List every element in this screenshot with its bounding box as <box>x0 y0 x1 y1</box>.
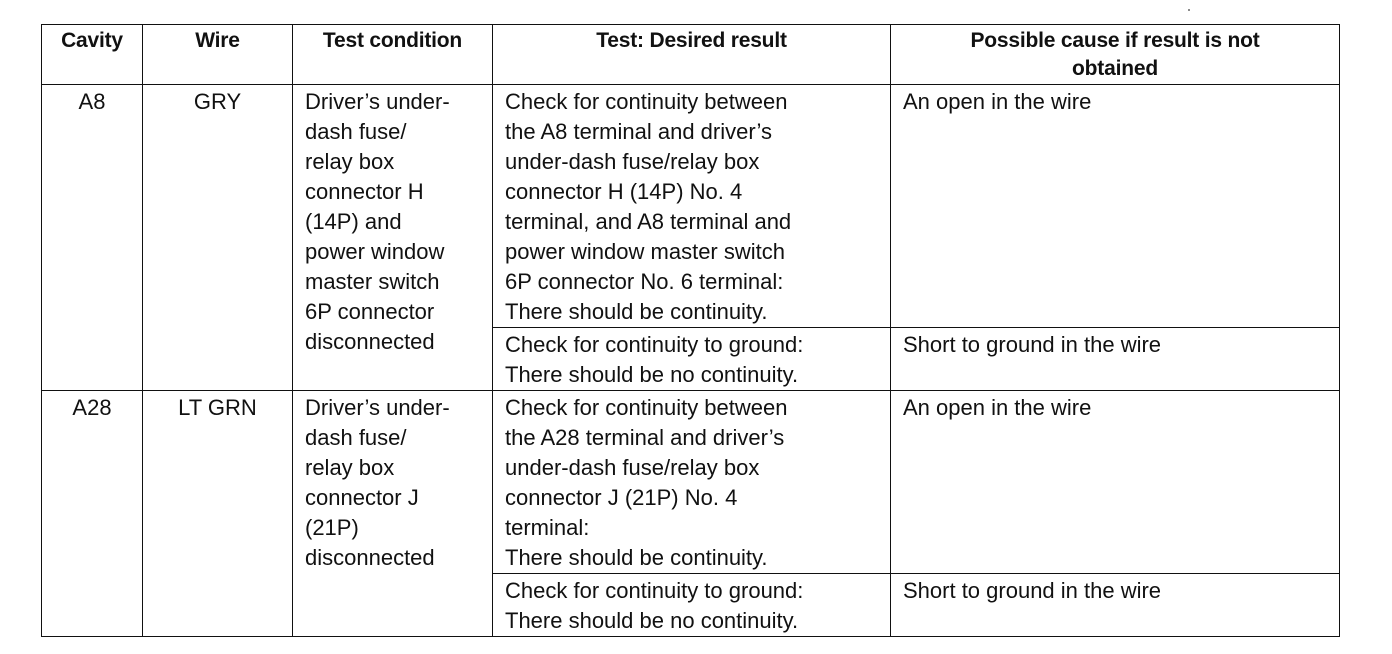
desired-result-line: 6P connector No. 6 terminal: <box>505 269 784 294</box>
wire-color-cell: LT GRN <box>143 391 293 637</box>
wire-test-table <box>41 24 1340 637</box>
test-condition-line: Driver’s under- <box>305 89 450 114</box>
header-test-desired-result: Test: Desired result <box>493 25 891 85</box>
test-condition-line: master switch <box>305 269 440 294</box>
test-condition-line: disconnected <box>305 545 435 570</box>
desired-result-line: terminal: <box>505 515 590 540</box>
desired-result-line: connector J (21P) No. 4 <box>505 485 738 510</box>
desired-result-line: power window master switch <box>505 239 785 264</box>
test-condition-cell <box>293 391 493 637</box>
header-cavity: Cavity <box>42 25 143 85</box>
cavity-cell: A8 <box>42 85 143 391</box>
test-condition-line: power window <box>305 239 445 264</box>
test-condition-line: connector J <box>305 485 419 510</box>
desired-result-line: There should be continuity. <box>505 545 768 570</box>
desired-result-line: There should be no continuity. <box>505 362 799 387</box>
desired-result-cell <box>493 391 891 574</box>
desired-result-line: connector H (14P) No. 4 <box>505 179 743 204</box>
desired-result-line: under-dash fuse/relay box <box>505 149 760 174</box>
header-possible-cause-line: Possible cause if result is not <box>970 29 1260 52</box>
test-condition-line: (14P) and <box>305 209 402 234</box>
desired-result-cell <box>493 85 891 328</box>
test-condition-line: relay box <box>305 455 395 480</box>
desired-result-cell <box>493 574 891 637</box>
header-row <box>42 25 1340 85</box>
test-condition-line: relay box <box>305 149 395 174</box>
possible-cause-cell: Short to ground in the wire <box>891 328 1340 391</box>
possible-cause-cell: An open in the wire <box>891 391 1340 574</box>
test-condition-line: (21P) <box>305 515 359 540</box>
desired-result-line: the A8 terminal and driver’s <box>505 119 772 144</box>
desired-result-line: Check for continuity to ground: <box>505 332 804 357</box>
desired-result-line: Check for continuity between <box>505 395 788 420</box>
desired-result-line: under-dash fuse/relay box <box>505 455 760 480</box>
test-condition-line: Driver’s under- <box>305 395 450 420</box>
desired-result-line: the A28 terminal and driver’s <box>505 425 785 450</box>
desired-result-line: terminal, and A8 terminal and <box>505 209 792 234</box>
desired-result-line: There should be no continuity. <box>505 608 799 633</box>
desired-result-line: Check for continuity to ground: <box>505 578 804 603</box>
possible-cause-cell: An open in the wire <box>891 85 1340 328</box>
test-condition-line: 6P connector <box>305 299 435 324</box>
test-condition-line: dash fuse/ <box>305 119 407 144</box>
desired-result-cell <box>493 328 891 391</box>
desired-result-line: There should be continuity. <box>505 299 768 324</box>
header-possible-cause-line: obtained <box>1072 57 1158 80</box>
test-condition-cell <box>293 85 493 391</box>
test-condition-line: dash fuse/ <box>305 425 407 450</box>
header-test-condition: Test condition <box>293 25 493 85</box>
table-row <box>42 391 1340 574</box>
header-possible-cause <box>891 25 1340 85</box>
wire-color-cell: GRY <box>143 85 293 391</box>
cavity-cell: A28 <box>42 391 143 637</box>
possible-cause-cell: Short to ground in the wire <box>891 574 1340 637</box>
table-row <box>42 85 1340 328</box>
header-wire: Wire <box>143 25 293 85</box>
scan-speck <box>1188 9 1190 11</box>
desired-result-line: Check for continuity between <box>505 89 788 114</box>
test-condition-line: connector H <box>305 179 424 204</box>
test-condition-line: disconnected <box>305 329 435 354</box>
